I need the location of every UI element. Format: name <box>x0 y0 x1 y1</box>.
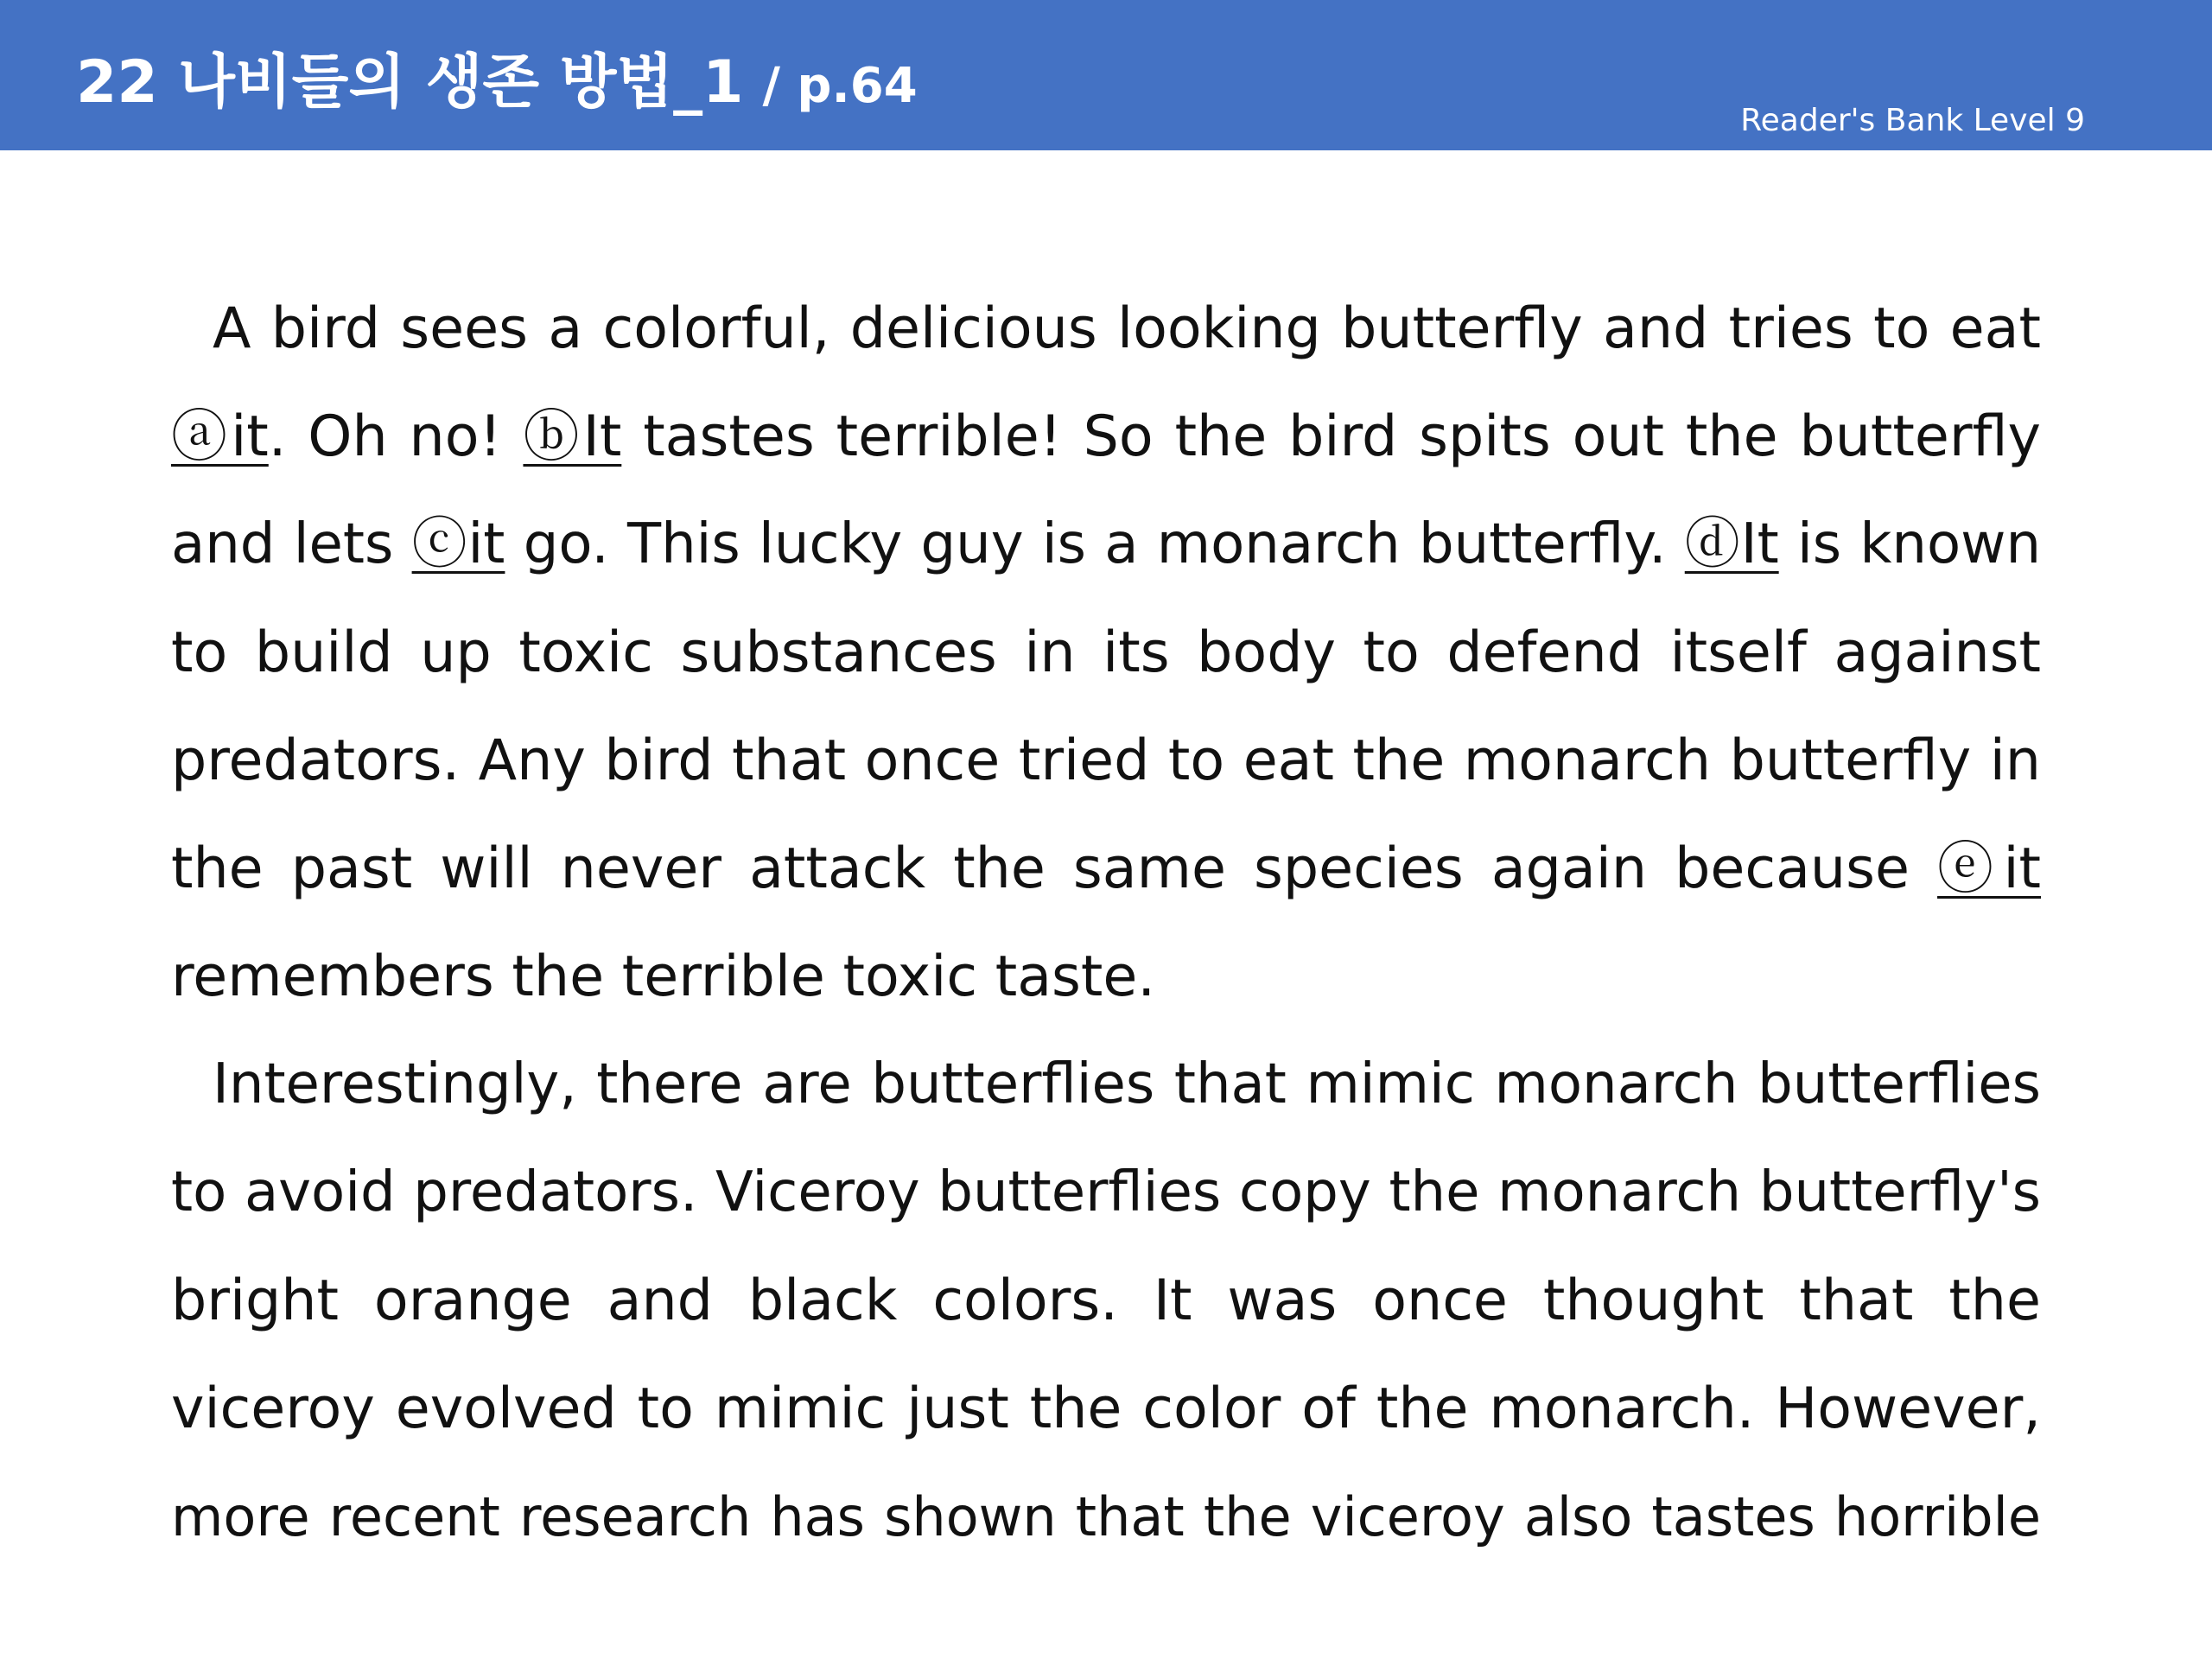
book-brand: Reader's Bank Level 9 <box>1740 103 2085 138</box>
passage-text: tastes terrible! So the bird spits out the butterfly <box>621 404 2041 469</box>
passage-line: Interestingly, there are butterflies that mimic monarch butterflies <box>213 1052 2041 1116</box>
lesson-title <box>76 48 918 117</box>
passage-line: viceroy evolved to mimic just the color of the monarch. However, <box>171 1376 2041 1441</box>
passage-line: to build up toxic substances in its body to defend itself against <box>171 620 2041 685</box>
paragraph-1 <box>171 275 2041 1031</box>
passage-line: A bird sees a colorful, delicious looking butterfly and tries to eat <box>213 296 2041 361</box>
passage-text: go. This lucky guy is a monarch butterfly. <box>505 512 1685 576</box>
page-reference: / p.64 <box>762 58 918 114</box>
passage-text: and lets <box>171 512 412 576</box>
passage-line: predators. Any bird that once tried to eat the monarch butterfly in <box>171 728 2041 793</box>
passage-line: more recent research has shown that the viceroy also tastes horrible <box>171 1485 2041 1548</box>
passage-text: is known <box>1778 512 2041 576</box>
marker-b: ⓑIt <box>523 404 622 469</box>
marker-c: ⓒit <box>411 512 505 576</box>
marker-e: ⓔit <box>1937 836 2041 901</box>
passage-line: bright orange and black colors. It was once thought that the <box>171 1268 2041 1333</box>
passage-line <box>171 815 2041 923</box>
passage-line: to avoid predators. Viceroy butterflies copy the monarch butterfly's <box>171 1160 2041 1224</box>
marker-a: ⓐit <box>171 404 269 469</box>
passage-line <box>171 383 2041 491</box>
passage-text: the past will never attack the same species again because <box>171 836 1938 901</box>
passage-text: . Oh no! <box>268 404 524 469</box>
lesson-title-text: 22 나비들의 생존 방법_1 <box>76 48 744 117</box>
title-bar <box>0 0 2212 150</box>
passage-line: remembers the terrible toxic taste. <box>171 944 1156 1009</box>
passage-line <box>171 491 2041 599</box>
reading-passage <box>171 275 2041 1571</box>
marker-d: ⓓIt <box>1684 512 1779 576</box>
paragraph-2 <box>171 1031 2041 1571</box>
